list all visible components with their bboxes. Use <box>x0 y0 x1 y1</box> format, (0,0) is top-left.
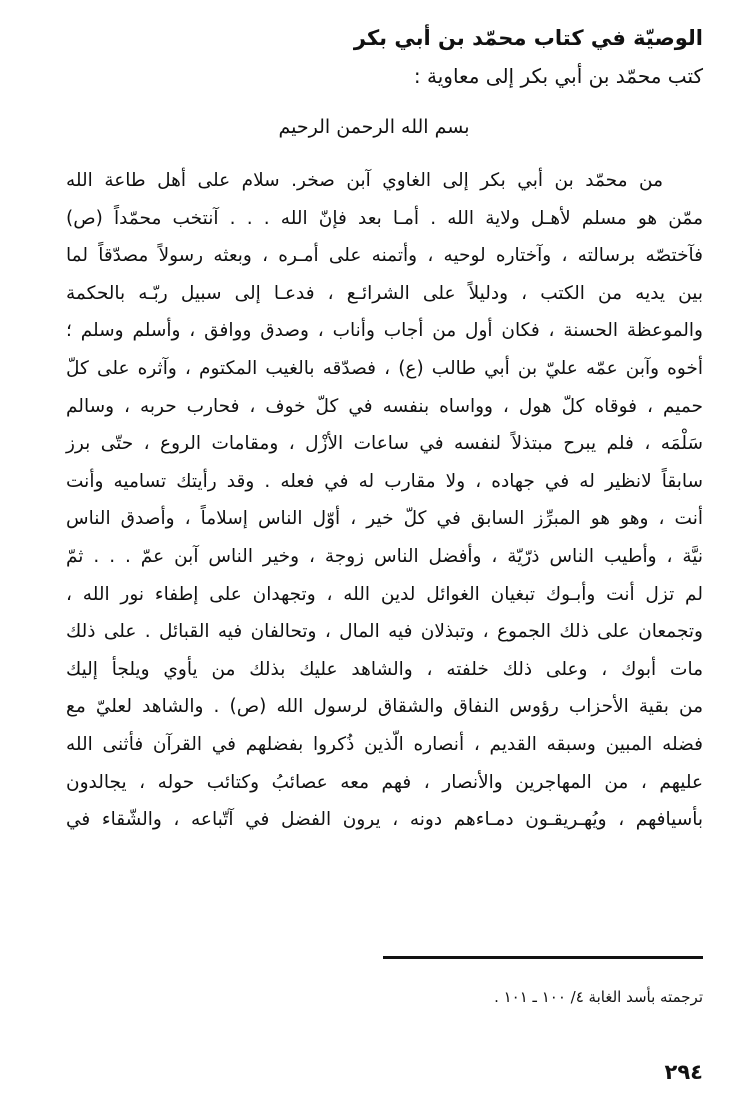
text-line: حميم ، فوقاه كلّ هول ، وواساه بنفسه في كلّ خوف ، فحارب حربه ، وسالم <box>66 395 703 417</box>
text-line: وتجمعان على ذلك الجموع ، وتبذلان فيه المال ، وتحالفان فيه القبائل . على ذلك <box>66 621 703 643</box>
section-subtitle: كتب محمّد بن أبي بكر إلى معاوية : <box>413 64 703 88</box>
text-line: أخوه وآبن عمّه عليّ بن أبي طالب (ع) ، فصدّقه بالغيب المكتوم ، وآثره على كلّ <box>66 357 703 379</box>
text-line: لم تزل أنت وأبـوك تبغيان الغوائل لدين الله ، وتجهدان على إطفاء نور الله ، <box>66 583 703 605</box>
body-text <box>66 162 703 839</box>
text-line: من بقية الأحزاب رؤوس النفاق والشقاق لرسول الله (ص) . والشاهد لعليّ مع <box>66 696 703 718</box>
text-line: مات أبوك ، وعلى ذلك خلفته ، والشاهد عليك بذلك من يأوي ويلجأ إليك <box>66 658 703 680</box>
text-line: بين يديه من الكتب ، ودليلاً على الشرائـع ، فدعـا إلى سبيل ربّـه بالحكمة <box>66 282 703 304</box>
basmala: بسم الله الرحمن الرحيم <box>278 116 470 138</box>
footnote-divider <box>383 956 703 959</box>
text-line: والموعظة الحسنة ، فكان أول من أجاب وأناب ، وصدق ووافق ، وأسلم وسلم ؛ <box>66 320 703 342</box>
text-line: سَلْمَه ، فلم يبرح مبتذلاً لنفسه في ساعات الأزْل ، ومقامات الروع ، حتّى برز <box>66 433 703 455</box>
text-line: أنت ، وهو هو المبرِّز السابق في كلّ خير ، أوّل الناس إسلاماً ، وأصدق الناس <box>66 508 703 530</box>
text-line: ممّن هو مسلم لأهـل ولاية الله . أمـا بعد فإنّ الله . . . آنتخب محمّداً (ص) <box>66 207 703 229</box>
section-title: الوصيّة في كتاب محمّد بن أبي بكر <box>353 26 703 50</box>
text-line: سابقاً لانظير له في جهاده ، ولا مقارب له في فعله . وقد رأيتك تساميه وأنت <box>66 470 703 492</box>
text-line: فآختصّه برسالته ، وآختاره لوحيه ، وأتمنه على أمـره ، وبعثه رسولاً مصدّقاً لما <box>66 245 703 267</box>
text-line: فضله المبين وسبقه القديم ، أنصاره الّذين ذُكروا بفضلهم في القرآن فأثنى الله <box>66 733 703 755</box>
text-line: بأسيافهم ، ويُهـريقـون دمـاءهم دونه ، يرون الفضل في آتّباعه ، والشّقاء في <box>66 809 703 831</box>
text-line: من محمّد بن أبي بكر إلى الغاوي آبن صخر. سلام على أهل طاعة الله <box>66 170 663 191</box>
text-line: عليهم ، من المهاجرين والأنصار ، فهم معه عصائبُ وكتائب حوله ، يجالدون <box>66 771 703 793</box>
text-line: نيَّة ، وأطيب الناس ذرّيّة ، وأفضل الناس زوجة ، وخير الناس آبن عمّ . . . ثمّ <box>66 545 703 567</box>
page-number: ٢٩٤ <box>664 1060 703 1084</box>
footnote: ترجمته بأسد الغابة ٤/ ١٠٠ ـ ١٠١ . <box>494 988 703 1006</box>
